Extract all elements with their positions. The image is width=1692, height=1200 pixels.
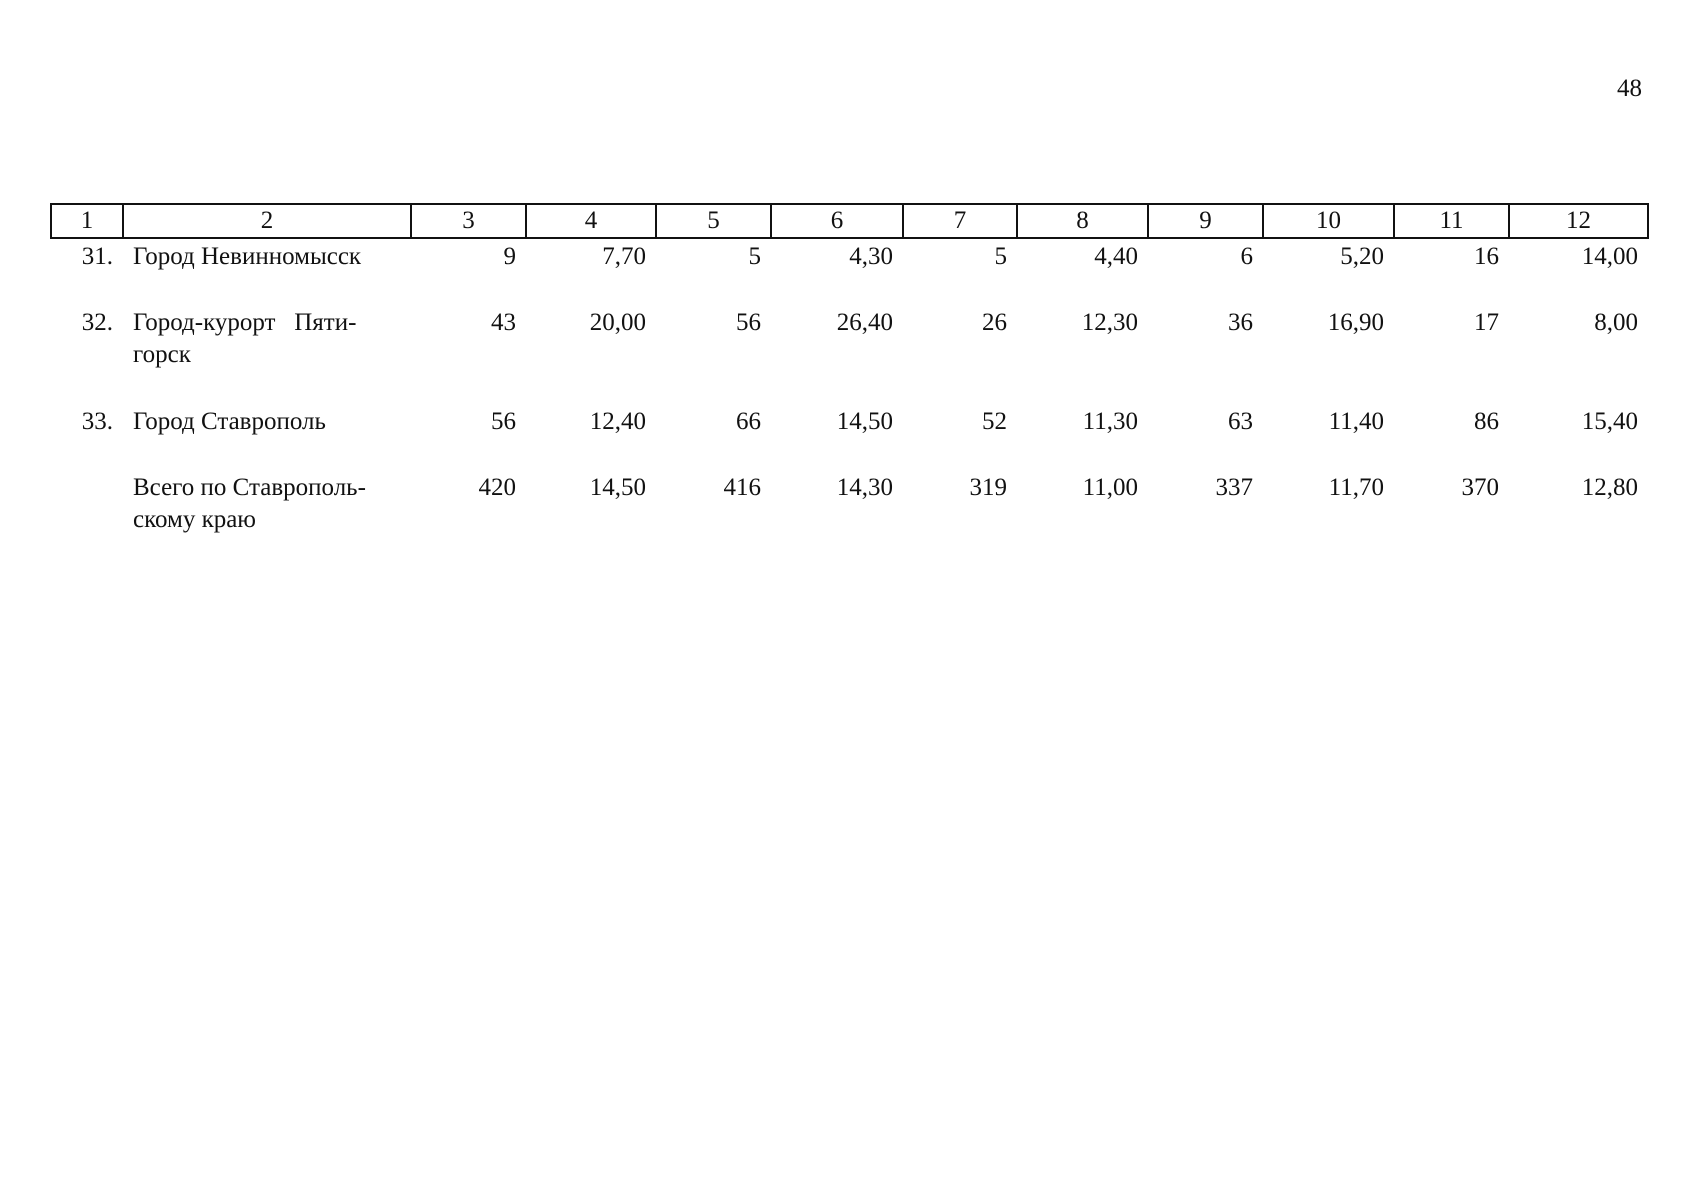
table-cell: 319 bbox=[969, 474, 1007, 501]
table-cell: 15,40 bbox=[1581, 408, 1638, 435]
row-name-line: горск bbox=[133, 341, 191, 368]
table-cell: 7,70 bbox=[602, 243, 646, 270]
table-row bbox=[51, 404, 1648, 470]
table-row bbox=[51, 305, 1648, 404]
table-cell: 14,50 bbox=[589, 474, 646, 501]
table-cell: 6 bbox=[1240, 243, 1253, 270]
table-cell: 43 bbox=[491, 309, 516, 336]
column-header: 3 bbox=[411, 204, 526, 238]
column-header: 9 bbox=[1148, 204, 1263, 238]
table-cell: 26,40 bbox=[836, 309, 893, 336]
table-cell: 8,00 bbox=[1594, 309, 1638, 336]
table-cell: 17 bbox=[1474, 309, 1499, 336]
table-cell: 11,00 bbox=[1082, 474, 1138, 501]
table-cell: 12,40 bbox=[589, 408, 646, 435]
table-cell: 12,80 bbox=[1581, 474, 1638, 501]
row-name bbox=[123, 404, 411, 470]
table-row bbox=[51, 238, 1648, 305]
table-cell: 5,20 bbox=[1340, 243, 1384, 270]
table-cell: 4,30 bbox=[849, 243, 893, 270]
table-cell: 416 bbox=[723, 474, 761, 501]
row-name bbox=[123, 470, 411, 542]
table-cell: 56 bbox=[491, 408, 516, 435]
table-cell: 12,30 bbox=[1081, 309, 1138, 336]
table-cell: 56 bbox=[736, 309, 761, 336]
table-cell: 420 bbox=[478, 474, 516, 501]
table-cell: 14,30 bbox=[836, 474, 893, 501]
table-cell: 14,00 bbox=[1581, 243, 1638, 270]
table-cell: 66 bbox=[736, 408, 761, 435]
row-name bbox=[123, 305, 411, 404]
table-cell: 9 bbox=[503, 243, 516, 270]
column-header: 8 bbox=[1017, 204, 1148, 238]
table-cell: 4,40 bbox=[1094, 243, 1138, 270]
column-header: 10 bbox=[1263, 204, 1394, 238]
table-cell: 11,40 bbox=[1328, 408, 1384, 435]
statistics-table bbox=[50, 203, 1649, 542]
column-header: 6 bbox=[771, 204, 903, 238]
table-cell: 11,30 bbox=[1082, 408, 1138, 435]
table-cell: 52 bbox=[982, 408, 1007, 435]
column-header: 7 bbox=[903, 204, 1017, 238]
row-name-line: Город Невинномысск bbox=[133, 243, 362, 270]
row-index bbox=[51, 470, 123, 542]
column-header: 11 bbox=[1394, 204, 1509, 238]
column-header: 1 bbox=[51, 204, 123, 238]
column-header: 12 bbox=[1509, 204, 1648, 238]
row-name-line: Город Ставрополь bbox=[133, 408, 326, 435]
row-index: 31. bbox=[81, 243, 113, 270]
table-cell: 11,70 bbox=[1328, 474, 1384, 501]
table-cell: 5 bbox=[994, 243, 1007, 270]
page-number: 48 bbox=[1617, 75, 1642, 102]
table-cell: 5 bbox=[748, 243, 761, 270]
table-cell: 26 bbox=[982, 309, 1007, 336]
table-cell: 14,50 bbox=[836, 408, 893, 435]
column-header: 2 bbox=[123, 204, 411, 238]
table-cell: 36 bbox=[1228, 309, 1253, 336]
row-name-line: Всего по Ставрополь- bbox=[133, 474, 366, 501]
table-cell: 16,90 bbox=[1327, 309, 1384, 336]
table-cell: 63 bbox=[1228, 408, 1253, 435]
table-cell: 16 bbox=[1474, 243, 1499, 270]
statistics-table-wrapper bbox=[50, 203, 1647, 542]
row-index: 32. bbox=[81, 309, 113, 336]
row-name-line: скому краю bbox=[133, 506, 256, 533]
column-number-header-row bbox=[51, 204, 1648, 238]
column-header: 5 bbox=[656, 204, 771, 238]
table-cell: 20,00 bbox=[589, 309, 646, 336]
row-name-line: Город-курорт Пяти- bbox=[133, 309, 357, 336]
row-name bbox=[123, 238, 411, 305]
column-header: 4 bbox=[526, 204, 656, 238]
row-index: 33. bbox=[81, 408, 113, 435]
table-cell: 370 bbox=[1461, 474, 1499, 501]
table-cell: 86 bbox=[1474, 408, 1499, 435]
table-total-row bbox=[51, 470, 1648, 542]
table-cell: 337 bbox=[1215, 474, 1253, 501]
